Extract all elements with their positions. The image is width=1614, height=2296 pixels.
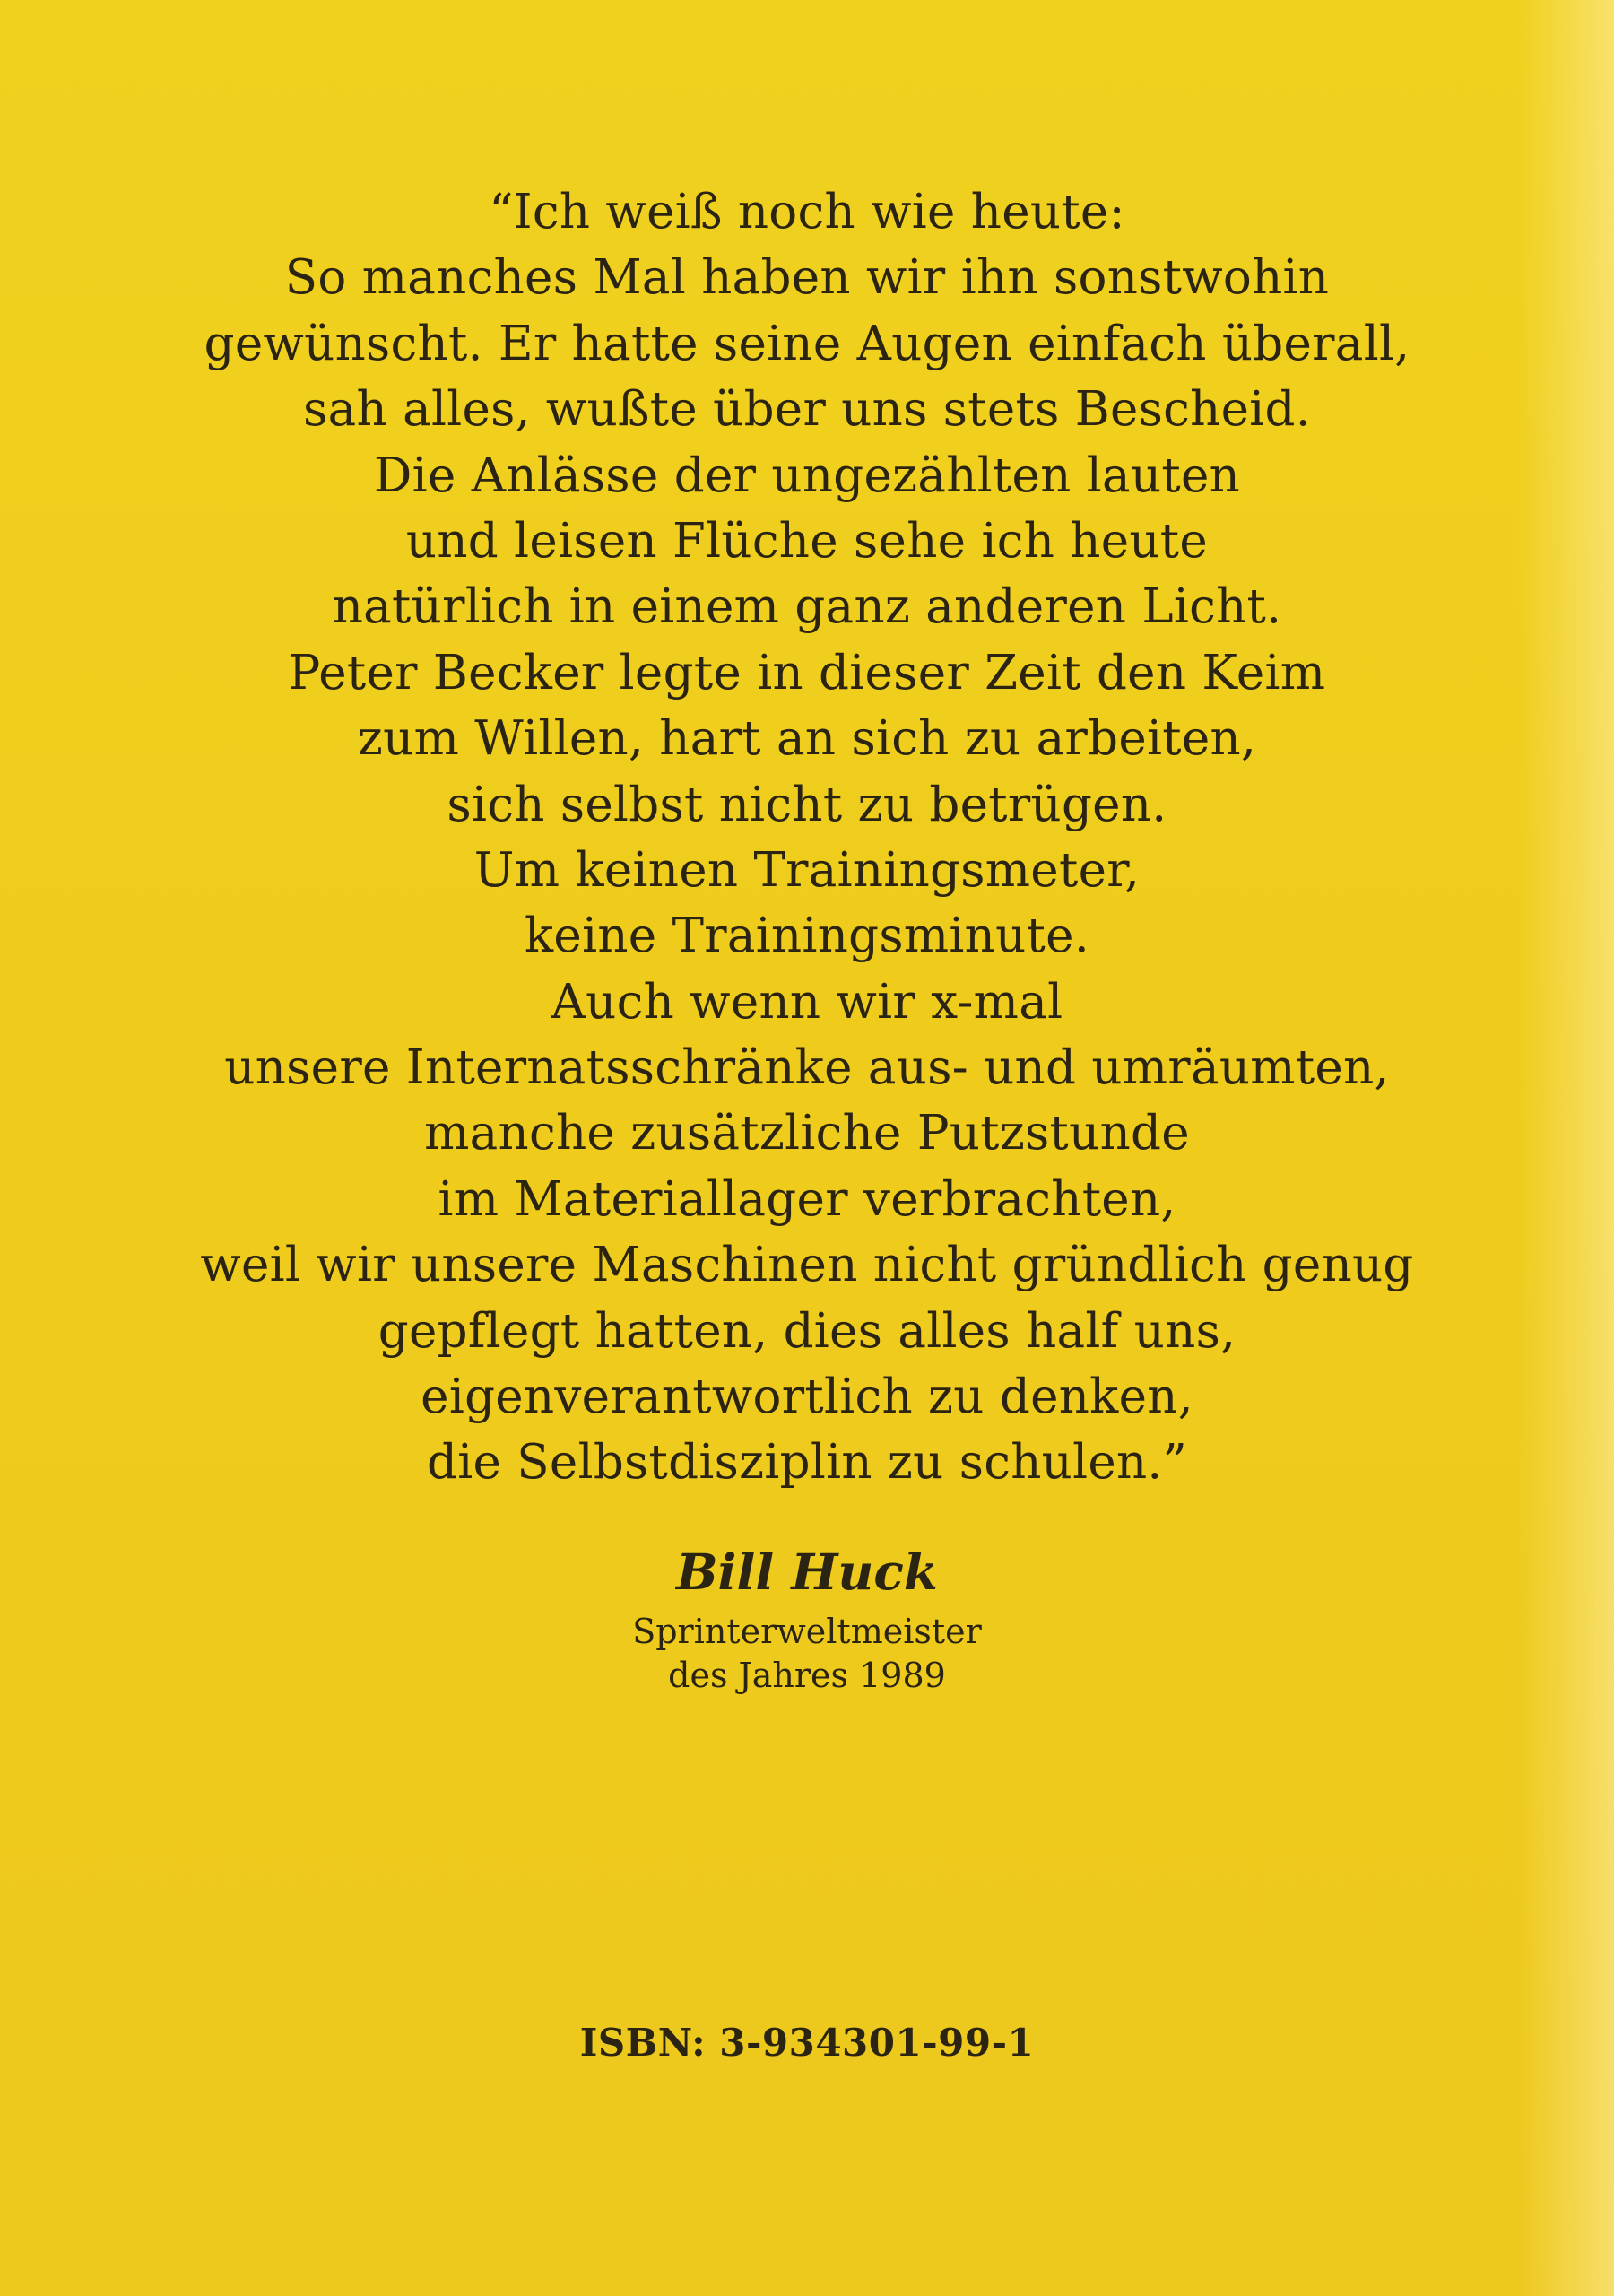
quote-line: sich selbst nicht zu betrügen. <box>447 777 1167 832</box>
quote-line: im Materiallager verbrachten, <box>438 1171 1176 1227</box>
quote-line: Um keinen Trainingsmeter, <box>473 842 1141 898</box>
quote-line: keine Trainingsminute. <box>525 909 1089 964</box>
quote-line: gepflegt hatten, dies alles half uns, <box>377 1303 1237 1359</box>
quote-line: “Ich weiß noch wie heute: <box>489 185 1125 239</box>
quote-line: natürlich in einem ganz anderen Licht. <box>332 579 1282 635</box>
author-description <box>0 1610 1614 1698</box>
isbn-number: ISBN: 3-934301-99-1 <box>579 2021 1035 2065</box>
quote-line: gewünscht. Er hatte seine Augen einfach überall, <box>204 316 1410 371</box>
quote-line: zum Willen, hart an sich zu arbeiten, <box>357 711 1257 767</box>
author-title-line: Sprinterweltmeister <box>632 1612 982 1651</box>
quote-line: manche zusätzliche Putzstunde <box>424 1106 1190 1161</box>
quote-line: die Selbstdisziplin zu schulen.” <box>427 1435 1187 1491</box>
author-title-line: des Jahres 1989 <box>668 1656 946 1695</box>
quote-line: eigenverantwortlich zu denken, <box>421 1370 1193 1425</box>
quote-line: sah alles, wußte über uns stets Bescheid. <box>303 382 1311 438</box>
quote-block <box>0 179 1614 1496</box>
quote-line: So manches Mal haben wir ihn sonstwohin <box>284 250 1330 306</box>
quote-line: Die Anlässe der ungezählten lauten <box>373 448 1241 503</box>
quote-line: Auch wenn wir x-mal <box>551 974 1063 1030</box>
quote-author: Bill Huck <box>676 1543 938 1601</box>
quote-line: und leisen Flüche sehe ich heute <box>405 513 1209 569</box>
quote-line: weil wir unsere Maschinen nicht gründlich genug <box>200 1238 1414 1293</box>
quote-line: unsere Internatsschränke aus- und umräumten, <box>224 1040 1390 1096</box>
quote-line: Peter Becker legte in dieser Zeit den Keim <box>288 645 1326 700</box>
